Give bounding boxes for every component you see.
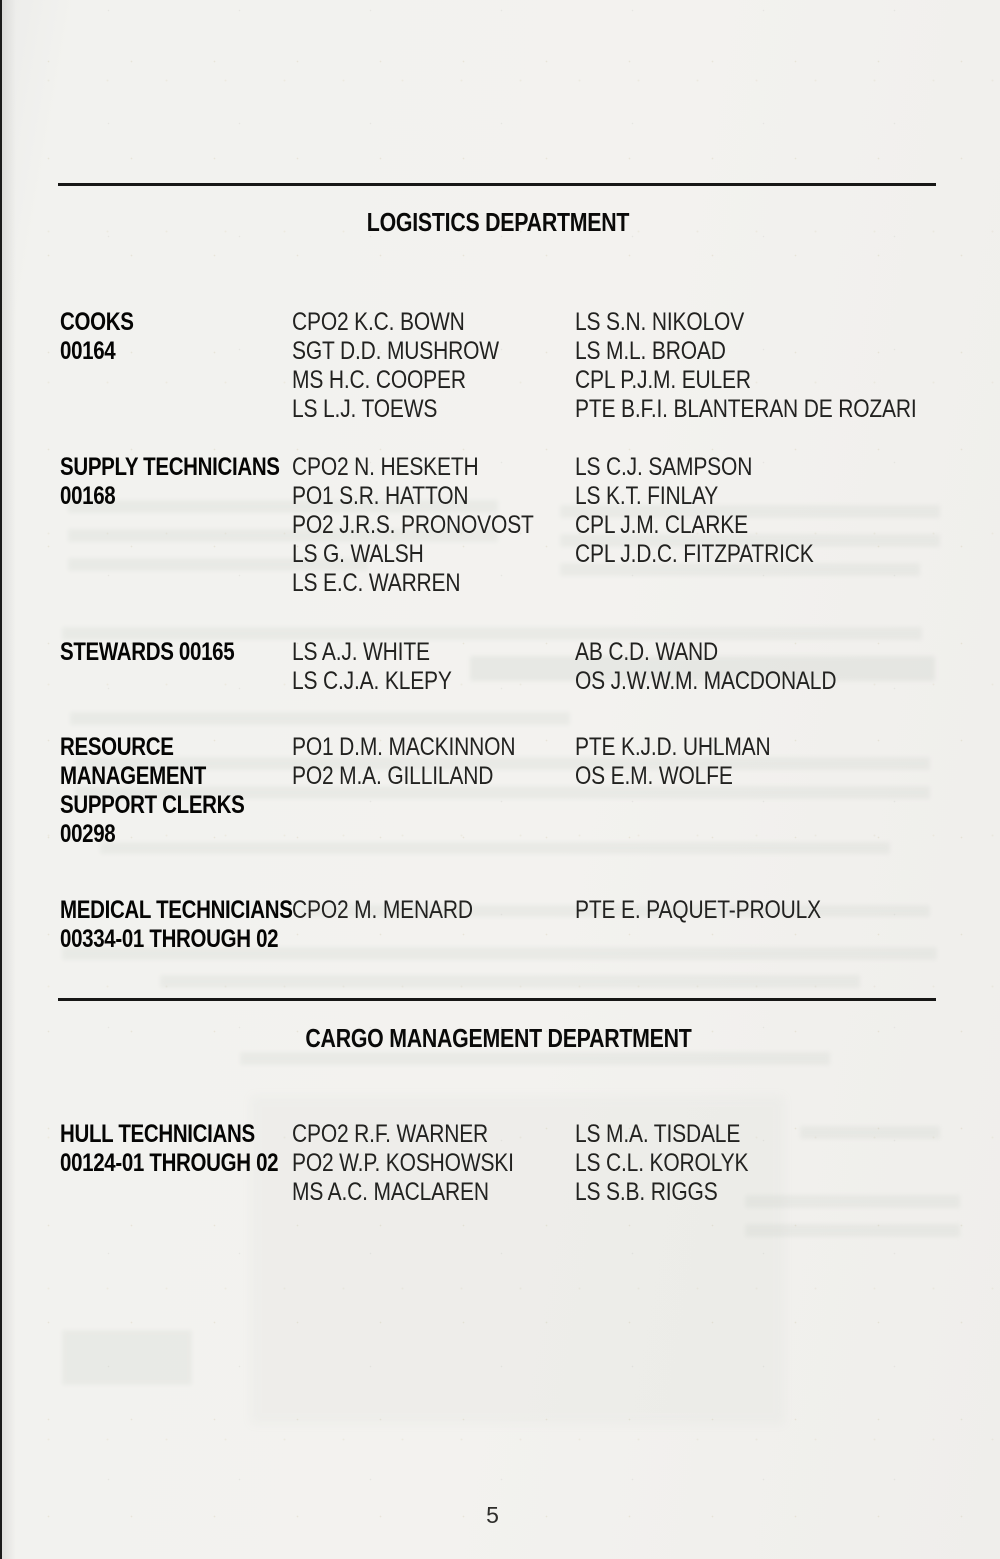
- person-name: LS C.J. SAMPSON: [575, 453, 753, 481]
- names-column-1: [292, 896, 575, 925]
- bleed-through-ghost: [240, 1052, 830, 1065]
- section-label-line: 00298: [60, 820, 116, 848]
- section-cooks: [60, 308, 940, 424]
- person-name: SGT D.D. MUSHROW: [292, 337, 499, 365]
- names-column-1: [292, 733, 575, 791]
- bleed-through-ghost: [160, 975, 860, 988]
- names-column-2: [575, 638, 940, 696]
- section-label-line: COOKS: [60, 308, 134, 336]
- section-label-line: RESOURCE: [60, 733, 174, 761]
- page-left-shade: [2, 0, 16, 1559]
- person-name: LS M.L. BROAD: [575, 337, 726, 365]
- person-name: LS S.N. NIKOLOV: [575, 308, 745, 336]
- person-name: AB C.D. WAND: [575, 638, 719, 666]
- person-name: LS C.J.A. KLEPY: [292, 667, 452, 695]
- person-name: PO2 W.P. KOSHOWSKI: [292, 1149, 514, 1177]
- person-name: CPO2 M. MENARD: [292, 896, 473, 924]
- person-name: OS E.M. WOLFE: [575, 762, 733, 790]
- names-column-1: [292, 638, 575, 696]
- person-name: CPL J.D.C. FITZPATRICK: [575, 540, 814, 568]
- department-heading-text: LOGISTICS DEPARTMENT: [366, 207, 630, 237]
- section-label-line: STEWARDS 00165: [60, 638, 235, 666]
- person-name: OS J.W.W.M. MACDONALD: [575, 667, 837, 695]
- section-resource-management-support-clerks: [60, 733, 940, 849]
- section-label-line: 00124-01 THROUGH 02: [60, 1149, 279, 1177]
- section-label-line: 00164: [60, 337, 116, 365]
- section-supply-technicians: [60, 453, 940, 598]
- middle-horizontal-rule: [58, 998, 936, 1001]
- top-horizontal-rule: [58, 183, 936, 186]
- names-column-1: [292, 453, 575, 598]
- section-label-line: MANAGEMENT: [60, 762, 206, 790]
- section-label: [60, 453, 292, 511]
- names-column-2: [575, 308, 982, 424]
- department-heading-text: CARGO MANAGEMENT DEPARTMENT: [304, 1023, 692, 1053]
- section-label-line: MEDICAL TECHNICIANS: [60, 896, 293, 924]
- section-label-line: 00334-01 THROUGH 02: [60, 925, 279, 953]
- names-column-2: [575, 896, 940, 925]
- person-name: MS A.C. MACLAREN: [292, 1178, 489, 1206]
- person-name: LS K.T. FINLAY: [575, 482, 719, 510]
- department-heading-logistics: [60, 208, 936, 236]
- section-label-line: HULL TECHNICIANS: [60, 1120, 255, 1148]
- section-medical-technicians: [60, 896, 940, 954]
- section-label: [60, 1120, 292, 1178]
- bleed-through-ghost: [745, 1224, 960, 1237]
- page-number: 5: [486, 1502, 499, 1528]
- section-label-line: SUPPLY TECHNICIANS: [60, 453, 280, 481]
- person-name: PO2 J.R.S. PRONOVOST: [292, 511, 534, 539]
- section-hull-technicians: [60, 1120, 940, 1207]
- person-name: LS L.J. TOEWS: [292, 395, 438, 423]
- bleed-through-ghost: [70, 712, 570, 725]
- names-column-1: [292, 1120, 575, 1207]
- person-name: CPL P.J.M. EULER: [575, 366, 751, 394]
- names-column-2: [575, 453, 940, 569]
- section-label-line: SUPPORT CLERKS: [60, 791, 245, 819]
- person-name: PTE E. PAQUET-PROULX: [575, 896, 821, 924]
- names-column-2: [575, 733, 940, 791]
- person-name: CPO2 R.F. WARNER: [292, 1120, 489, 1148]
- section-label: [60, 308, 292, 366]
- person-name: LS E.C. WARREN: [292, 569, 461, 597]
- person-name: LS A.J. WHITE: [292, 638, 430, 666]
- person-name: PO1 S.R. HATTON: [292, 482, 469, 510]
- section-label: [60, 638, 292, 667]
- names-column-2: [575, 1120, 940, 1207]
- bleed-through-ghost: [62, 1330, 192, 1385]
- person-name: CPO2 N. HESKETH: [292, 453, 479, 481]
- section-label: [60, 733, 292, 849]
- section-label-line: 00168: [60, 482, 116, 510]
- names-column-1: [292, 308, 575, 424]
- section-stewards: [60, 638, 940, 696]
- person-name: PO2 M.A. GILLILAND: [292, 762, 494, 790]
- person-name: CPL J.M. CLARKE: [575, 511, 748, 539]
- section-label: [60, 896, 292, 954]
- person-name: PTE K.J.D. UHLMAN: [575, 733, 771, 761]
- person-name: PO1 D.M. MACKINNON: [292, 733, 516, 761]
- person-name: LS M.A. TISDALE: [575, 1120, 741, 1148]
- person-name: LS S.B. RIGGS: [575, 1178, 718, 1206]
- person-name: LS G. WALSH: [292, 540, 424, 568]
- department-heading-cargo-management: [60, 1024, 936, 1052]
- person-name: MS H.C. COOPER: [292, 366, 466, 394]
- person-name: PTE B.F.I. BLANTERAN DE ROZARI: [575, 395, 917, 423]
- person-name: CPO2 K.C. BOWN: [292, 308, 465, 336]
- person-name: LS C.L. KOROLYK: [575, 1149, 749, 1177]
